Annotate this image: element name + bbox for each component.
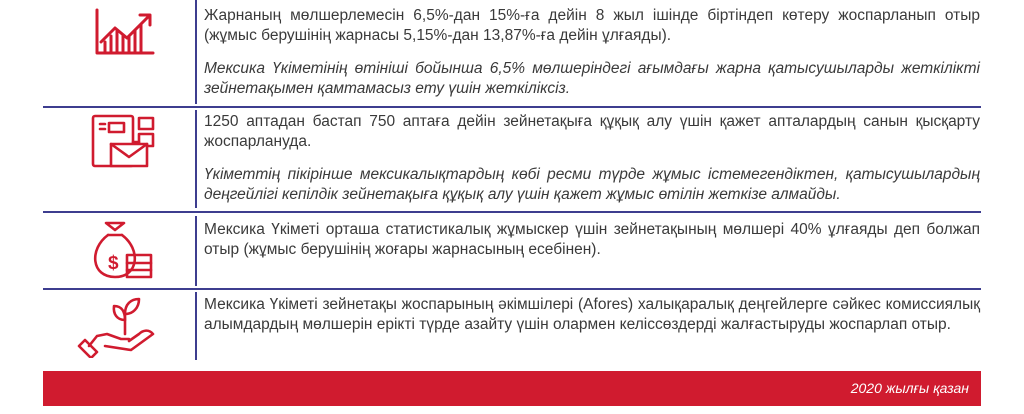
row-1-main-text: Жарнаның мөлшерлемесін 6,5%-дан 15%-ға дейін 8 жыл ішінде біртіндеп көтеру жоспарланып отыр (жұмыс берушінің жарнасы 5,15%-дан 13,87%-ға дейін ұлғаяды). (204, 7, 980, 44)
row-2-main-text: 1250 аптадан бастап 750 аптаға дейін зейнетақыға құқық алу үшін қажет апталардың санын қысқарту жоспарлануда. (204, 113, 980, 150)
row-divider (43, 106, 981, 108)
growth-chart-icon (45, 6, 160, 56)
row-1-note-text: Мексика Үкіметінің өтініші бойынша 6,5% мөлшеріндегі ағымдағы жарна қатысушыларды жеткілікті зейнетақымен қамтамасыз ету үшін жеткіліксіз. (204, 60, 980, 97)
row-2-text (204, 112, 980, 205)
svg-text:$: $ (108, 253, 119, 274)
footer-date: 2020 жылғы қазан (850, 380, 969, 396)
row-1-text (204, 6, 980, 99)
hand-sprout-icon (45, 292, 160, 358)
row-4-main-text: Мексика Үкіметі зейнетақы жоспарының әкімшілері (Afores) халықаралық деңгейлерге сәйкес комиссиялық алымдардың мөлшерін ерікті түрде азайту үшін олармен келіссөздерді жалғастыруды жоспарлап отыр. (204, 296, 980, 333)
row-3-text (204, 220, 980, 260)
money-bag-coins-icon (45, 219, 160, 281)
vertical-divider (195, 292, 197, 360)
row-divider (43, 211, 981, 213)
footer-bar (43, 371, 981, 406)
row-4-text (204, 295, 980, 335)
row-2-note-text: Үкіметтің пікірінше мексикалықтардың көбі ресми түрде жұмыс істемегендіктен, қатысушылардың деңгейлігі кепілдік зейнетақыға құқық алу үшін қажет жұмыс өтілін жеткізе алмайды. (204, 166, 980, 203)
vertical-divider (195, 0, 197, 104)
documents-envelope-icon (45, 114, 160, 172)
vertical-divider (195, 110, 197, 208)
row-divider (43, 288, 981, 290)
row-3-main-text: Мексика Үкіметі орташа статистикалық жұмыскер үшін зейнетақының мөлшері 40% ұлғаяды деп болжап отыр (жұмыс берушінің жоғары жарнасының есебінен). (204, 221, 980, 258)
vertical-divider (195, 216, 197, 286)
